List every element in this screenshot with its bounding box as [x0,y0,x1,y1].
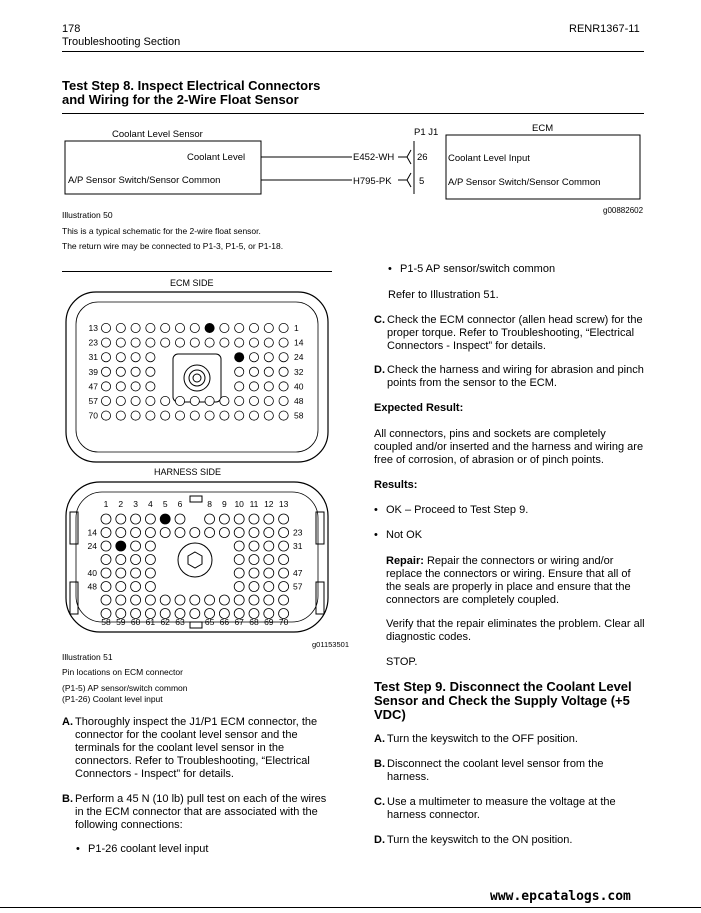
ecm-pin [220,396,229,405]
ecm-title: ECM [532,123,554,134]
illustration-50-caption-2: The return wire may be connected to P1-3, P1-5, or P1-18. [62,241,284,251]
ecm-pin2-number: 5 [419,176,425,187]
harness-bottom-label: 59 [116,617,126,627]
harness-pin [175,528,185,538]
ecm-pin [235,323,244,332]
illustration-51-caption-3: (P1-26) Coolant level input [62,694,163,704]
watermark-url: www.epcatalogs.com [490,889,631,904]
ecm-pin [220,323,229,332]
harness-bottom-label: 62 [160,617,170,627]
harness-top-label: 12 [264,499,274,509]
ecm-highlighted-pin [205,323,214,332]
harness-pin [101,568,111,578]
ecm-pin [220,411,229,420]
ecm-pin [146,323,155,332]
harness-pin [249,555,259,565]
harness-center-nut [188,552,202,568]
ecm-pin [175,396,184,405]
harness-bottom-label: 66 [219,617,230,627]
harness-pin [264,582,274,592]
bullet-p1-26: • P1-26 coolant level input [88,843,208,856]
harness-bottom-label: 60 [130,617,141,627]
harness-bottom-label: 69 [264,617,274,627]
ecm-pin [220,338,229,347]
ecm-pin [235,411,244,420]
harness-top-label: 8 [207,499,212,509]
harness-pin [160,595,170,605]
harness-pin [160,528,170,538]
harness-bottom-label: 70 [278,617,289,627]
harness-pin [234,582,244,592]
step-9b: B. Disconnect the coolant level sensor from the harness. [374,758,604,783]
illustration-50-label: Illustration 50 [62,210,113,220]
ecm-pin [235,396,244,405]
ecm-pin [249,338,258,347]
harness-row-label: 47 [293,568,303,578]
harness-top-label: 6 [177,499,183,509]
harness-pin [131,595,141,605]
wire2-label: H795-PK [353,176,392,187]
page-title: Test Step 8. Inspect Electrical Connectors and Wiring for the 2-Wire Float Sensor [62,78,321,107]
harness-top-label: 13 [278,499,289,509]
harness-pin [249,541,259,551]
harness-pin [116,582,126,592]
step-8b: B. Perform a 45 N (10 lb) pull test on each of the wires in the ECM connector that are associated with the following connections: [62,793,327,831]
harness-pin [145,555,155,565]
ecm-pin [205,396,214,405]
harness-bottom-label: 63 [175,617,185,627]
harness-row-label: 14 [87,527,97,538]
ecm-pin [146,353,155,362]
harness-pin [264,541,274,551]
step-9d: D. Turn the keyswitch to the ON position. [374,834,573,846]
ecm-pin [279,396,288,405]
harness-pin [131,582,141,592]
harness-pin [264,568,274,578]
ecm-pin [190,338,199,347]
ecm-pin [235,338,244,347]
ecm-pin [235,382,244,391]
harness-pin [101,555,111,565]
ecm-pin [264,396,273,405]
ecm-pin [146,338,155,347]
wire1-label: E452-WH [353,152,395,163]
harness-pin [131,514,141,524]
harness-row-label: 40 [87,568,97,578]
ecm-pin [101,411,110,420]
harness-pin [249,595,259,605]
harness-pin [234,568,244,578]
ecm-pin [264,367,273,376]
ecm-center-boss [173,354,221,402]
ecm-row-label: 70 [88,410,98,421]
harness-row-label: 24 [87,541,97,551]
harness-bottom-label: 65 [204,617,215,627]
ecm-highlighted-pin [235,353,244,362]
ecm-pin [175,323,184,332]
ecm-pin [146,396,155,405]
ecm-side-housing [66,292,328,462]
ecm-pin [190,411,199,420]
harness-pin [249,514,259,524]
harness-pin [264,555,274,565]
harness-row-label: 48 [87,581,97,592]
harness-pin [116,595,126,605]
illustration-51-caption-2: (P1-5) AP sensor/switch common [62,683,188,693]
ecm-pin-grid [101,323,288,420]
harness-pin [264,514,274,524]
ecm-row-label: 24 [294,352,304,363]
ecm-pin [249,396,258,405]
ecm-row-label: 39 [88,366,98,377]
step-9a: A. Turn the keyswitch to the OFF position. [374,733,578,745]
ecm-row-label: 14 [294,337,304,348]
ecm-pin [249,323,258,332]
harness-pin [249,528,259,538]
illustration-51-caption-1: Pin locations on ECM connector [62,667,183,677]
ecm-pin [190,396,199,405]
ecm-pin [161,338,170,347]
ecm-pin [175,411,184,420]
harness-pin [279,582,289,592]
harness-pin [101,528,111,538]
harness-pin [234,514,244,524]
harness-pin [116,555,126,565]
ecm-pin [279,411,288,420]
harness-pin [101,514,111,524]
harness-top-label: 10 [234,499,244,509]
connector-pin-illustration [62,272,349,652]
harness-pin [190,528,200,538]
harness-pin [234,541,244,551]
ecm-pin [131,396,140,405]
ecm-pin [116,353,125,362]
ecm-pin [264,323,273,332]
expected-result-heading: Expected Result: [374,402,464,414]
harness-top-label: 9 [222,499,227,509]
ecm-pin [161,323,170,332]
ecm-pin [146,367,155,376]
harness-highlighted-pin [116,541,126,551]
harness-pin [116,528,126,538]
ecm-pin [116,367,125,376]
harness-pin [190,609,200,619]
harness-pin [279,541,289,551]
connector-chevron-2 [407,173,411,187]
harness-pin [145,595,155,605]
repair-instruction: Repair: Repair the connectors or wiring and/or replace the connectors or wiring. Ensure that all of the seals are properly in place and ensure that the connectors are completely coupled. [386,555,631,606]
ecm-row-label: 13 [88,323,98,333]
connector-chevron-1 [407,150,411,164]
ecm-pin [131,382,140,391]
ecm-pin [161,396,170,405]
harness-bottom-label: 67 [234,617,244,627]
page-number: 178 [62,23,81,35]
harness-pin [101,541,111,551]
harness-pin [131,555,141,565]
harness-pin [279,595,289,605]
sensor-pin1-label: Coolant Level [187,152,246,163]
harness-pin [279,568,289,578]
schematic-graphic-id: g00882602 [603,206,644,215]
sensor-box [65,141,261,194]
ecm-pin [131,323,140,332]
harness-bottom-label: 58 [101,617,111,627]
ecm-row-label: 57 [88,396,98,406]
ecm-pin [235,367,244,376]
harness-pin [116,514,126,524]
document-id: RENR1367-11 [569,23,640,35]
harness-pin [101,595,111,605]
harness-pin [279,514,289,524]
ecm-pin [146,382,155,391]
harness-pin [264,595,274,605]
ecm-pin [264,382,273,391]
harness-pin [131,528,141,538]
ecm-pin [116,323,125,332]
harness-row-label: 31 [293,541,303,551]
ecm-pin [249,411,258,420]
ecm-pin [116,396,125,405]
ecm-pin [101,353,110,362]
ecm-pin [131,367,140,376]
harness-pin [205,595,215,605]
ecm-pin1-label: Coolant Level Input [448,153,530,164]
step-9c: C. Use a multimeter to measure the voltage at the harness connector. [374,796,616,821]
ecm-pin [205,411,214,420]
ecm-row-label: 23 [88,337,98,348]
ecm-pin [146,411,155,420]
harness-pin [131,541,141,551]
harness-side-label: HARNESS SIDE [154,467,222,477]
ecm-pin [131,411,140,420]
step-8a: A. Thoroughly inspect the J1/P1 ECM connector, the connector for the coolant level sensor and the terminals for the coolant level sensor in the connectors. Refer to Troubleshooting, “Electrical Connectors - Inspect” for details. [62,716,318,780]
harness-pin [145,568,155,578]
ecm-side-label: ECM SIDE [170,278,214,288]
harness-pin [219,595,229,605]
ecm-pin [249,367,258,376]
harness-pin [249,582,259,592]
step-8c: C. Check the ECM connector (allen head screw) for the proper torque. Refer to Troubleshooting, “Electrical Connectors - Inspect” for details. [374,314,643,352]
harness-pin [234,595,244,605]
illustration-51-label: Illustration 51 [62,652,113,662]
ecm-row-label: 1 [294,323,299,333]
ecm-pin [101,323,110,332]
harness-pin [234,555,244,565]
ecm-row-label: 58 [294,410,304,421]
title-rule [62,113,644,114]
harness-pin [131,568,141,578]
stop-text: STOP. [386,656,418,668]
ecm-pin [279,338,288,347]
verify-text: Verify that the repair eliminates the problem. Clear all diagnostic codes. [386,618,645,643]
ecm-box [446,135,640,199]
harness-top-label: 2 [118,499,124,509]
ecm-pin [101,382,110,391]
ecm-pin [131,353,140,362]
connector-label: P1 J1 [414,127,439,138]
harness-pin [175,514,185,524]
harness-top-label: 3 [133,499,138,509]
harness-pin [234,528,244,538]
ecm-pin [161,411,170,420]
ecm-pin [279,323,288,332]
harness-pin [145,541,155,551]
ecm-center-screw [184,365,210,391]
ecm-pin [101,367,110,376]
ecm-pin [264,338,273,347]
sensor-pin2-label: A/P Sensor Switch/Sensor Common [68,175,221,186]
section-name: Troubleshooting Section [62,36,181,48]
ecm-pin [101,338,110,347]
ecm-pin [249,382,258,391]
harness-pin [219,528,229,538]
harness-pin [249,568,259,578]
bullet-p1-5: • P1-5 AP sensor/switch common [400,263,555,276]
harness-top-label: 5 [162,499,168,509]
harness-highlighted-pin [160,514,170,524]
ecm-pin [131,338,140,347]
harness-pin [279,528,289,538]
results-heading: Results: [374,479,418,491]
result-not-ok: • Not OK [386,529,422,542]
connector-graphic-id: g01153501 [312,640,349,649]
harness-pin [205,528,215,538]
harness-pin [145,514,155,524]
sensor-title: Coolant Level Sensor [112,129,203,140]
ecm-pin [249,353,258,362]
harness-pin [145,528,155,538]
ecm-pin [264,353,273,362]
harness-pin [279,555,289,565]
harness-pin [116,568,126,578]
harness-bottom-label: 61 [145,617,156,627]
harness-bottom-label: 68 [249,617,259,627]
ecm-row-label: 40 [294,381,304,392]
wiring-schematic [62,118,646,214]
harness-row-label: 57 [293,581,303,592]
footer-rule [0,907,701,908]
step-8d: D. Check the harness and wiring for abrasion and pinch points from the sensor to the ECM. [374,364,644,389]
harness-pin-grid [101,514,289,619]
ecm-row-label: 48 [294,396,304,406]
ecm-pin2-label: A/P Sensor Switch/Sensor Common [448,177,601,188]
step-9-title: Test Step 9. Disconnect the Coolant Level Sensor and Check the Supply Voltage (+5 VDC) [374,679,632,722]
ecm-pin [264,411,273,420]
ecm-pin [205,338,214,347]
harness-top-label: 1 [103,499,109,509]
ecm-row-label: 31 [88,352,98,363]
harness-top-label: 11 [249,499,259,509]
ecm-pin [175,338,184,347]
harness-pin [101,582,111,592]
harness-pin [219,514,229,524]
ecm-row-label: 47 [88,381,98,392]
harness-pin [264,528,274,538]
ecm-pin [101,396,110,405]
expected-result-text: All connectors, pins and sockets are completely coupled and/or inserted and the harness and wiring are free of corrosion, of abrasion or of pinch points. [374,428,644,466]
harness-pin [145,582,155,592]
ecm-pin [190,323,199,332]
ecm-pin [279,353,288,362]
ecm-pin [279,367,288,376]
harness-row-label: 23 [293,527,303,538]
ecm-pin [116,382,125,391]
ecm-row-label: 32 [294,366,304,377]
harness-pin [190,595,200,605]
harness-pin [205,514,215,524]
result-ok: • OK – Proceed to Test Step 9. [386,504,528,517]
ecm-pin [116,411,125,420]
ecm-pin1-number: 26 [417,152,428,163]
ecm-pin [279,382,288,391]
refer-illustration-51: Refer to Illustration 51. [388,289,499,301]
illustration-50-caption-1: This is a typical schematic for the 2-wire float sensor. [62,226,261,236]
harness-center-boss [178,543,212,577]
ecm-pin [116,338,125,347]
harness-pin [175,595,185,605]
header-rule [62,51,644,52]
harness-top-label: 4 [148,499,153,509]
